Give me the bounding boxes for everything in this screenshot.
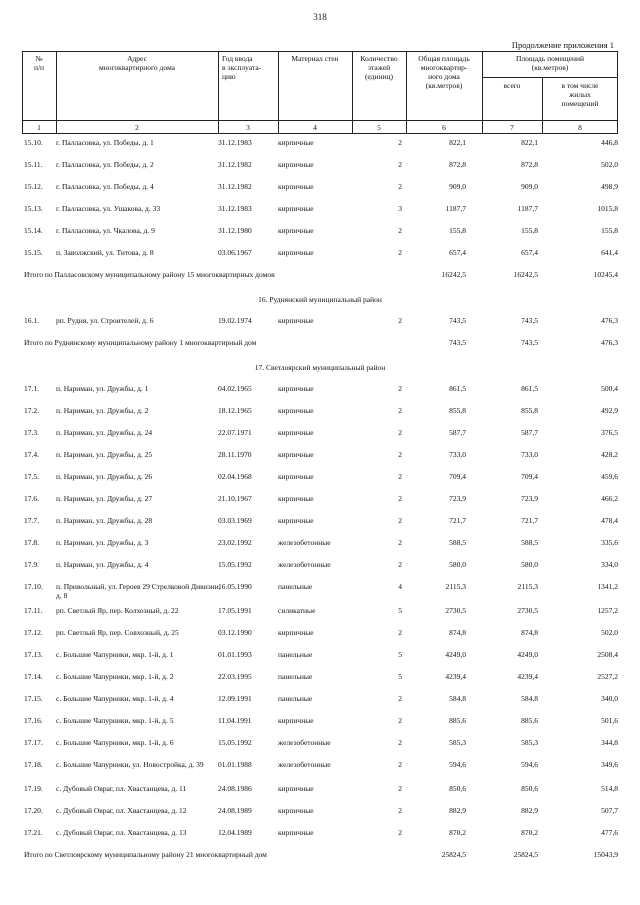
address-cell: с. Большие Чапурники, мкр. 1-й, д. 4: [56, 694, 174, 703]
living-area-cell: 376,5: [601, 428, 618, 437]
row-number-cell: 17.11.: [24, 606, 43, 615]
floors-cell: 2: [398, 828, 402, 837]
year-cell: 11.04.1991: [218, 716, 252, 725]
row-number-cell: 17.7.: [24, 516, 39, 525]
living-area-cell: 459,6: [601, 472, 618, 481]
total-area-cell: 588,5: [449, 538, 466, 547]
living-area-cell: 335,6: [601, 538, 618, 547]
table-body: [22, 136, 618, 896]
address-cell: г. Палласовка, ул. Победы, д. 2: [56, 160, 154, 169]
row-number-cell: 15.10.: [24, 138, 43, 147]
floors-cell: 2: [398, 316, 402, 325]
row-number-cell: 15.13.: [24, 204, 43, 213]
premises-all-cell: 594,6: [521, 760, 538, 769]
year-cell: 15.05.1992: [218, 560, 252, 569]
row-number-cell: 17.13.: [24, 650, 43, 659]
material-cell: кирпичные: [278, 806, 314, 815]
premises-all-cell: 743,5: [521, 338, 538, 347]
colnum-bottom-border: [22, 133, 618, 134]
row-number-cell: 17.2.: [24, 406, 39, 415]
row-number-cell: 17.17.: [24, 738, 43, 747]
living-area-cell: 502,0: [601, 628, 618, 637]
address-cell: с. Большие Чапурники, мкр. 1-й, д. 6: [56, 738, 174, 747]
column-number: 3: [246, 123, 250, 132]
col-sep: [278, 51, 279, 134]
row-number-cell: 17.3.: [24, 428, 39, 437]
address-cell: г. Палласовка, ул. Чкалова, д. 9: [56, 226, 155, 235]
address-cell: п. Нариман, ул. Дружбы, д. 25: [56, 450, 153, 459]
row-number-cell: 15.15.: [24, 248, 43, 257]
header-top-border: [22, 51, 618, 52]
material-cell: кирпичные: [278, 160, 314, 169]
row-number-cell: 17.19.: [24, 784, 43, 793]
living-area-cell: 10245,4: [593, 270, 618, 279]
material-cell: кирпичные: [278, 384, 314, 393]
address-cell: с. Дубовый Овраг, пл. Хвастанцева, д. 13: [56, 828, 187, 837]
total-area-cell: 585,3: [449, 738, 466, 747]
address-cell: г. Палласовка, ул. Победы, д. 4: [56, 182, 154, 191]
material-cell: кирпичные: [278, 784, 314, 793]
premises-all-cell: 155,8: [521, 226, 538, 235]
total-area-cell: 587,7: [449, 428, 466, 437]
premises-subheader-line: [482, 77, 618, 78]
total-area-cell: 870,2: [449, 828, 466, 837]
material-cell: кирпичные: [278, 182, 314, 191]
address-cell: п. Нариман, ул. Дружбы, д. 28: [56, 516, 153, 525]
total-area-cell: 882,9: [449, 806, 466, 815]
floors-cell: 3: [398, 204, 402, 213]
premises-all-cell: 872,8: [521, 160, 538, 169]
header-bottom-border: [22, 120, 618, 121]
section-title: 17. Светлоярский муниципальный район: [254, 363, 386, 372]
row-number-cell: 17.6.: [24, 494, 39, 503]
row-number-cell: 17.20.: [24, 806, 43, 815]
year-cell: 03.03.1969: [218, 516, 252, 525]
living-area-cell: 641,4: [601, 248, 618, 257]
header-floors: Количество этажей (единиц): [360, 54, 398, 81]
year-cell: 12.04.1989: [218, 828, 252, 837]
premises-all-cell: 885,6: [521, 716, 538, 725]
living-area-cell: 476,3: [601, 316, 618, 325]
living-area-cell: 498,9: [601, 182, 618, 191]
address-cell: п. Нариман, ул. Дружбы, д. 27: [56, 494, 153, 503]
header-material: Материал стен: [291, 54, 339, 63]
total-label: Итого по Руднянскому муниципальному району 1 многоквартирный дом: [24, 338, 257, 347]
material-cell: кирпичные: [278, 716, 314, 725]
total-area-cell: 584,8: [449, 694, 466, 703]
living-area-cell: 492,9: [601, 406, 618, 415]
floors-cell: 2: [398, 248, 402, 257]
floors-cell: 2: [398, 226, 402, 235]
address-cell: с. Большие Чапурники, ул. Новостройка, д. 39: [56, 760, 204, 769]
living-area-cell: 1015,8: [597, 204, 618, 213]
row-number-cell: 17.5.: [24, 472, 39, 481]
premises-all-cell: 4249,0: [517, 650, 538, 659]
total-area-cell: 709,4: [449, 472, 466, 481]
premises-all-cell: 587,7: [521, 428, 538, 437]
header-num: № п/п: [33, 54, 45, 72]
floors-cell: 2: [398, 384, 402, 393]
address-cell: рп. Светлый Яр, пер. Совхозный, д. 25: [56, 628, 179, 637]
year-cell: 01.01.1988: [218, 760, 252, 769]
floors-cell: 2: [398, 472, 402, 481]
year-cell: 28.11.1970: [218, 450, 252, 459]
header-year: Год ввода в эксплуата- цию: [222, 54, 262, 81]
floors-cell: 2: [398, 182, 402, 191]
year-cell: 18.12.1965: [218, 406, 252, 415]
header-address: Адрес многоквартирного дома: [99, 54, 175, 72]
total-area-cell: 155,8: [449, 226, 466, 235]
living-area-cell: 344,8: [601, 738, 618, 747]
premises-all-cell: 588,5: [521, 538, 538, 547]
year-cell: 23.02.1992: [218, 538, 252, 547]
address-cell: п. Заволжский, ул. Титова, д. 8: [56, 248, 154, 257]
total-area-cell: 733,0: [449, 450, 466, 459]
floors-cell: 2: [398, 538, 402, 547]
year-cell: 24.08.1986: [218, 784, 252, 793]
year-cell: 21.10.1967: [218, 494, 252, 503]
total-area-cell: 743,5: [449, 316, 466, 325]
floors-cell: 2: [398, 428, 402, 437]
floors-cell: 2: [398, 806, 402, 815]
address-cell: с. Большие Чапурники, мкр. 1-й, д. 2: [56, 672, 174, 681]
floors-cell: 2: [398, 494, 402, 503]
material-cell: железобетонные: [278, 538, 331, 547]
total-area-cell: 657,4: [449, 248, 466, 257]
floors-cell: 2: [398, 628, 402, 637]
total-area-cell: 850,6: [449, 784, 466, 793]
row-number-cell: 17.1.: [24, 384, 39, 393]
year-cell: 03.12.1990: [218, 628, 252, 637]
living-area-cell: 340,0: [601, 694, 618, 703]
living-area-cell: 155,8: [601, 226, 618, 235]
column-number: 7: [510, 123, 514, 132]
premises-all-cell: 2730,5: [517, 606, 538, 615]
living-area-cell: 1257,2: [597, 606, 618, 615]
year-cell: 19.02.1974: [218, 316, 252, 325]
section-title: 16. Руднянский муниципальный район: [258, 295, 382, 304]
total-area-cell: 2115,3: [445, 582, 466, 591]
material-cell: панельные: [278, 672, 313, 681]
row-number-cell: 17.16.: [24, 716, 43, 725]
row-number-cell: 17.15.: [24, 694, 43, 703]
header-living: в том числе жилых помещений: [561, 81, 599, 108]
year-cell: 02.04.1968: [218, 472, 252, 481]
material-cell: кирпичные: [278, 226, 314, 235]
material-cell: силикатные: [278, 606, 316, 615]
premises-all-cell: 870,2: [521, 828, 538, 837]
year-cell: 15.05.1992: [218, 738, 252, 747]
total-area-cell: 743,5: [449, 338, 466, 347]
total-area-cell: 580,0: [449, 560, 466, 569]
premises-all-cell: 822,1: [521, 138, 538, 147]
living-area-cell: 478,4: [601, 516, 618, 525]
address-cell: п. Нариман, ул. Дружбы, д. 4: [56, 560, 149, 569]
total-area-cell: 721,7: [449, 516, 466, 525]
header-total-area: Общая площадь многоквартир- ного дома (кв.метров): [418, 54, 470, 90]
premises-all-cell: 4239,4: [517, 672, 538, 681]
premises-all-cell: 1187,7: [517, 204, 538, 213]
floors-cell: 5: [398, 606, 402, 615]
premises-all-cell: 580,0: [521, 560, 538, 569]
total-area-cell: 855,8: [449, 406, 466, 415]
material-cell: кирпичные: [278, 828, 314, 837]
material-cell: кирпичные: [278, 406, 314, 415]
row-number-cell: 16.1.: [24, 316, 39, 325]
floors-cell: 2: [398, 450, 402, 459]
year-cell: 22.07.1971: [218, 428, 252, 437]
year-cell: 31.12.1982: [218, 182, 252, 191]
living-area-cell: 2508,4: [597, 650, 618, 659]
material-cell: железобетонные: [278, 738, 331, 747]
header-all: всего: [503, 81, 521, 90]
material-cell: кирпичные: [278, 516, 314, 525]
floors-cell: 4: [398, 582, 402, 591]
total-area-cell: 4239,4: [445, 672, 466, 681]
year-cell: 31.12.1983: [218, 204, 252, 213]
premises-all-cell: 743,5: [521, 316, 538, 325]
premises-all-cell: 909,0: [521, 182, 538, 191]
floors-cell: 2: [398, 516, 402, 525]
page-number: 318: [313, 12, 327, 22]
year-cell: 22.03.1995: [218, 672, 252, 681]
living-area-cell: 501,6: [601, 716, 618, 725]
address-cell: с. Большие Чапурники, мкр. 1-й, д. 5: [56, 716, 174, 725]
premises-all-cell: 709,4: [521, 472, 538, 481]
material-cell: панельные: [278, 650, 313, 659]
premises-all-cell: 874,8: [521, 628, 538, 637]
address-cell: рп. Светлый Яр, пер. Колхозный, д. 22: [56, 606, 179, 615]
continuation-note: Продолжение приложения 1: [511, 40, 614, 50]
total-area-cell: 874,8: [449, 628, 466, 637]
row-number-cell: 17.21.: [24, 828, 43, 837]
row-number-cell: 17.9.: [24, 560, 39, 569]
material-cell: панельные: [278, 694, 313, 703]
living-area-cell: 428,2: [601, 450, 618, 459]
floors-cell: 2: [398, 160, 402, 169]
year-cell: 12.09.1991: [218, 694, 252, 703]
material-cell: железобетонные: [278, 560, 331, 569]
total-label: Итого по Светлоярскому муниципальному району 21 многоквартирный дом: [24, 850, 267, 859]
address-cell: п. Нариман, ул. Дружбы, д. 26: [56, 472, 153, 481]
row-number-cell: 15.12.: [24, 182, 43, 191]
year-cell: 03.06.1967: [218, 248, 252, 257]
column-number: 2: [135, 123, 139, 132]
material-cell: кирпичные: [278, 450, 314, 459]
address-cell: п. Привольный, ул. Героев 29 Стрелковой Дивизии, д. 8: [56, 582, 221, 600]
total-area-cell: 594,6: [449, 760, 466, 769]
floors-cell: 2: [398, 560, 402, 569]
year-cell: 17.05.1991: [218, 606, 252, 615]
floors-cell: 2: [398, 784, 402, 793]
material-cell: кирпичные: [278, 248, 314, 257]
year-cell: 16.05.1990: [218, 582, 252, 591]
year-cell: 31.12.1980: [218, 226, 252, 235]
material-cell: кирпичные: [278, 428, 314, 437]
floors-cell: 5: [398, 672, 402, 681]
row-number-cell: 17.12.: [24, 628, 43, 637]
living-area-cell: 514,8: [601, 784, 618, 793]
row-number-cell: 15.11.: [24, 160, 43, 169]
total-area-cell: 2730,5: [445, 606, 466, 615]
premises-all-cell: 2115,3: [517, 582, 538, 591]
total-area-cell: 885,6: [449, 716, 466, 725]
row-number-cell: 17.8.: [24, 538, 39, 547]
living-area-cell: 349,6: [601, 760, 618, 769]
premises-all-cell: 850,6: [521, 784, 538, 793]
material-cell: кирпичные: [278, 494, 314, 503]
premises-all-cell: 733,0: [521, 450, 538, 459]
floors-cell: 2: [398, 138, 402, 147]
premises-all-cell: 16242,5: [513, 270, 538, 279]
column-number: 5: [377, 123, 381, 132]
total-label: Итого по Палласовскому муниципальному району 15 многоквартирных домов: [24, 270, 275, 279]
premises-all-cell: 882,9: [521, 806, 538, 815]
column-number: 4: [313, 123, 317, 132]
living-area-cell: 502,0: [601, 160, 618, 169]
column-number: 8: [578, 123, 582, 132]
premises-all-cell: 723,9: [521, 494, 538, 503]
floors-cell: 2: [398, 406, 402, 415]
column-number: 1: [37, 123, 41, 132]
row-number-cell: 15.14.: [24, 226, 43, 235]
row-number-cell: 17.4.: [24, 450, 39, 459]
living-area-cell: 446,8: [601, 138, 618, 147]
address-cell: п. Нариман, ул. Дружбы, д. 1: [56, 384, 149, 393]
premises-all-cell: 855,8: [521, 406, 538, 415]
total-area-cell: 872,8: [449, 160, 466, 169]
total-area-cell: 909,0: [449, 182, 466, 191]
material-cell: железобетонные: [278, 760, 331, 769]
column-number: 6: [442, 123, 446, 132]
living-area-cell: 334,0: [601, 560, 618, 569]
header-premises-area: Площадь помещений (кв.метров): [516, 54, 584, 72]
living-area-cell: 466,2: [601, 494, 618, 503]
row-number-cell: 17.10.: [24, 582, 43, 591]
premises-all-cell: 861,5: [521, 384, 538, 393]
address-cell: рп. Рудня, ул. Строителей, д. 6: [56, 316, 154, 325]
material-cell: кирпичные: [278, 628, 314, 637]
total-area-cell: 723,9: [449, 494, 466, 503]
material-cell: панельные: [278, 582, 313, 591]
address-cell: п. Нариман, ул. Дружбы, д. 2: [56, 406, 149, 415]
total-area-cell: 861,5: [449, 384, 466, 393]
material-cell: кирпичные: [278, 472, 314, 481]
year-cell: 24.08.1989: [218, 806, 252, 815]
premises-all-cell: 657,4: [521, 248, 538, 257]
floors-cell: 2: [398, 760, 402, 769]
living-area-cell: 500,4: [601, 384, 618, 393]
total-area-cell: 16242,5: [441, 270, 466, 279]
premises-all-cell: 585,3: [521, 738, 538, 747]
material-cell: кирпичные: [278, 204, 314, 213]
floors-cell: 2: [398, 716, 402, 725]
living-area-cell: 1341,2: [597, 582, 618, 591]
premises-all-cell: 721,7: [521, 516, 538, 525]
living-area-cell: 507,7: [601, 806, 618, 815]
floors-cell: 5: [398, 650, 402, 659]
year-cell: 31.12.1982: [218, 160, 252, 169]
year-cell: 04.02.1965: [218, 384, 252, 393]
address-cell: с. Дубовый Овраг, пл. Хвастанцева, д. 12: [56, 806, 187, 815]
premises-all-cell: 584,8: [521, 694, 538, 703]
living-area-cell: 2527,2: [597, 672, 618, 681]
living-area-cell: 477,6: [601, 828, 618, 837]
address-cell: с. Дубовый Овраг, пл. Хвастанцева, д. 11: [56, 784, 187, 793]
year-cell: 01.01.1993: [218, 650, 252, 659]
row-number-cell: 17.18.: [24, 760, 43, 769]
address-cell: г. Палласовка, ул. Победы, д. 1: [56, 138, 154, 147]
address-cell: п. Нариман, ул. Дружбы, д. 3: [56, 538, 149, 547]
total-area-cell: 1187,7: [445, 204, 466, 213]
total-area-cell: 4249,0: [445, 650, 466, 659]
total-area-cell: 822,1: [449, 138, 466, 147]
floors-cell: 2: [398, 738, 402, 747]
total-area-cell: 25824,5: [441, 850, 466, 859]
table-header: [22, 51, 618, 134]
floors-cell: 2: [398, 694, 402, 703]
material-cell: кирпичные: [278, 316, 314, 325]
address-cell: г. Палласовка, ул. Ушакова, д. 33: [56, 204, 161, 213]
year-cell: 31.12.1983: [218, 138, 252, 147]
living-area-cell: 476,3: [601, 338, 618, 347]
material-cell: кирпичные: [278, 138, 314, 147]
row-number-cell: 17.14.: [24, 672, 43, 681]
living-area-cell: 15043,9: [593, 850, 618, 859]
address-cell: с. Большие Чапурники, мкр. 1-й, д. 1: [56, 650, 174, 659]
address-cell: п. Нариман, ул. Дружбы, д. 24: [56, 428, 153, 437]
premises-all-cell: 25824,5: [513, 850, 538, 859]
